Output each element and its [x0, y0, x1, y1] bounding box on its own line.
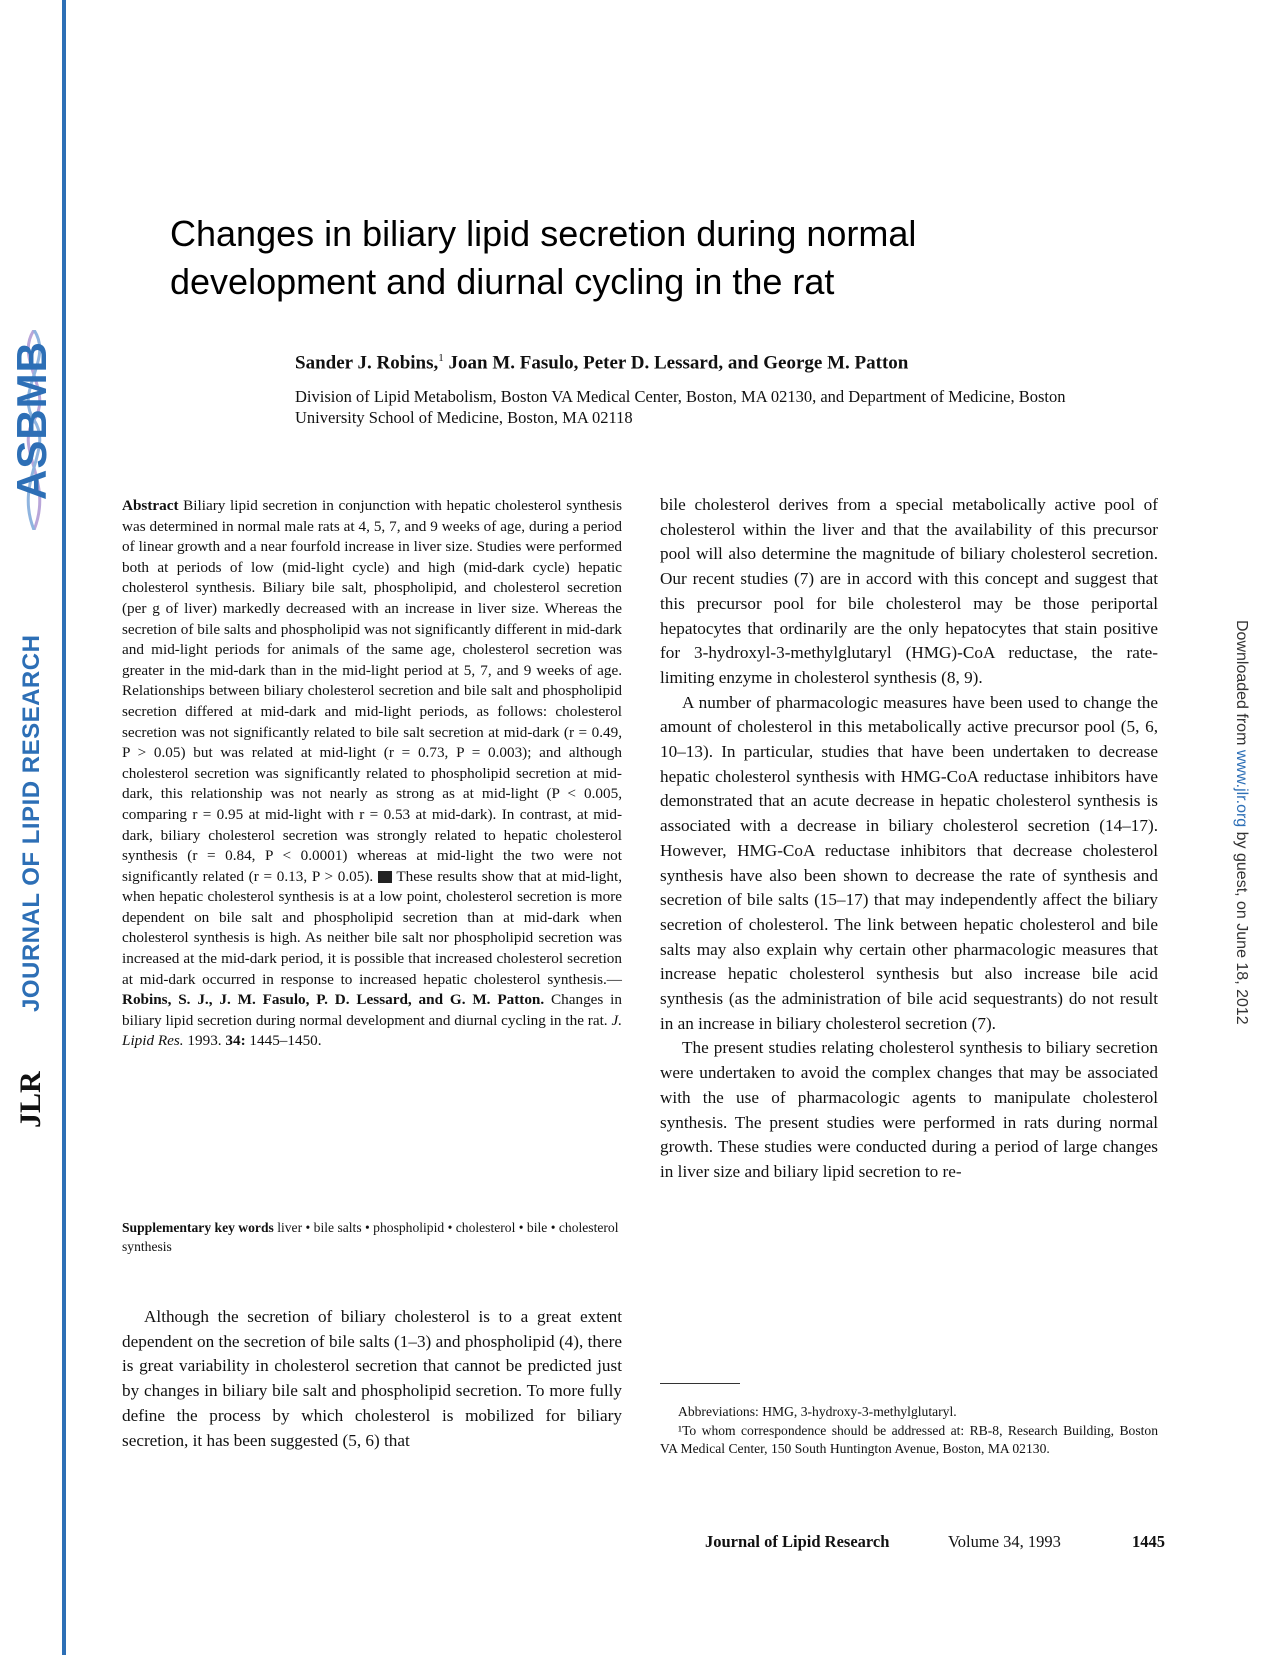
page-footer	[705, 1532, 1165, 1552]
download-prefix: Downloaded from	[1233, 620, 1250, 750]
footnote-rule	[660, 1383, 740, 1384]
download-link[interactable]: www.jlr.org	[1233, 749, 1250, 828]
abstract-body-2: These results show that at mid-light, when hepatic cholesterol synthesis is at a low point, cholesterol secretion is more dependent on bile salt and phospholipid secretion than at mid-dark when cholesterol synthesis is high. As neither bile salt nor phospholipid secretion was increased at the mid-dark period, it is possible that increased cholesterol secretion at mid-dark occurred in response to increased hepatic cholesterol synthesis.—	[122, 867, 622, 988]
society-logo: ASBMB	[8, 341, 55, 500]
page-number: 1445	[1132, 1532, 1165, 1551]
citation-year: 1993.	[183, 1032, 226, 1050]
affiliation: Division of Lipid Metabolism, Boston VA Medical Center, Boston, MA 02130, and Department of Medicine, Boston University School of Medicine, Boston, MA 02118	[295, 387, 1066, 427]
citation-authors: Robins, S. J., J. M. Fasulo, P. D. Lessard, and G. M. Patton.	[122, 991, 545, 1009]
key-words	[122, 1218, 622, 1256]
author-first: Sander J. Robins,	[295, 352, 439, 374]
key-words-list: liver • bile salts • phospholipid • cholesterol • bile • cholesterol synthesis	[122, 1220, 619, 1254]
author-list	[295, 352, 1195, 374]
footnote-abbreviations: Abbreviations: HMG, 3-hydroxy-3-methylglutaryl.	[678, 1404, 957, 1419]
citation-pages: 1445–1450.	[245, 1032, 322, 1050]
footer-volume: Volume 34, 1993	[948, 1532, 1061, 1551]
right-paragraph-2: A number of pharmacologic measures have been used to change the amount of cholesterol in this metabolically active precursor pool (5, 6, 10–13). In particular, studies that have been undertaken to decrease hepatic cholesterol synthesis with HMG-CoA reductase inhibitors have demonstrated that an acute decrease in hepatic cholesterol synthesis is associated with a decrease in biliary cholesterol secretion (14–17). However, HMG-CoA reductase inhibitors that decrease cholesterol synthesis have also been shown to decrease the rate of synthesis and secretion of bile salts (15–17) that may independently affect the biliary secretion of cholesterol. The link between hepatic cholesterol and bile salts may also explain why certain other pharmacologic measures that increase hepatic cholesterol synthesis but also increase bile acid synthesis (as the administration of bile acid sequestrants) do not result in an increase in biliary cholesterol secretion (7).	[660, 692, 1158, 1033]
abstract	[122, 496, 622, 1052]
jlr-logo-icon: JLR	[14, 1071, 47, 1128]
title-line-2: development and diurnal cycling in the rat	[170, 261, 835, 302]
title-line-1: Changes in biliary lipid secretion during normal	[170, 213, 917, 254]
right-column	[660, 493, 1158, 1185]
author-rest: Joan M. Fasulo, Peter D. Lessard, and George M. Patton	[443, 352, 909, 374]
abstract-body: Biliary lipid secretion in conjunction with hepatic cholesterol synthesis was determined in normal male rats at 4, 5, 7, and 9 weeks of age, during a period of linear growth and a near fourfold increase in liver size. Studies were performed both at periods of low (mid-light cycle) and high (mid-dark cycle) hepatic cholesterol synthesis. Biliary bile salt, phospholipid, and cholesterol secretion (per g of liver) markedly decreased with an increase in liver size. Whereas the secretion of bile salts and phospholipid was not significantly different in mid-dark and mid-light periods for animals of the same age, cholesterol secretion was greater in the mid-dark than in the mid-light period at 5, 7, and 9 weeks of age. Relationships between biliary cholesterol secretion and bile salt and phospholipid secretion differed at mid-dark and mid-light periods, as follows: cholesterol secretion was not significantly related to bile salt secretion at mid-dark (r = 0.49, P > 0.05) but was related at mid-light (r = 0.73, P = 0.003); and although cholesterol secretion was significantly related to phospholipid secretion at mid-dark, this relationship was not nearly as strong as at mid-light (P < 0.005, comparing r = 0.95 at mid-light with r = 0.53 at mid-dark). In contrast, at mid-dark, biliary cholesterol secretion was strongly related to hepatic cholesterol synthesis (r = 0.84, P < 0.0001) whereas at mid-light the two were not significantly related (r = 0.13, P > 0.05).	[122, 497, 622, 885]
footnotes	[660, 1403, 1158, 1459]
citation-title: Changes in biliary lipid secretion during normal development and diurnal cycling in the rat.	[122, 991, 622, 1029]
citation-volume: 34:	[225, 1032, 246, 1050]
left-banner-rule	[62, 0, 66, 1655]
right-paragraph-1: bile cholesterol derives from a special metabolically active pool of cholesterol within the liver and that the availability of this precursor pool will also determine the magnitude of biliary cholesterol secretion. Our recent studies (7) are in accord with this concept and suggest that this precursor pool for bile cholesterol may be those periportal hepatocytes that ordinarily are the only hepatocytes that stain positive for 3-hydroxyl-3-methylglutaryl (HMG)-CoA reductase, the rate-limiting enzyme in cholesterol synthesis (8, 9).	[660, 495, 1158, 687]
right-paragraph-3: The present studies relating cholesterol synthesis to biliary secretion were undertaken to avoid the complex changes that may be associated with the use of pharmacologic agents to manipulate cholesterol synthesis. The present studies were performed in rats during normal growth. These studies were conducted during a period of large changes in liver size and biliary lipid secretion to re-	[660, 1038, 1158, 1181]
download-note	[1232, 620, 1250, 1025]
footnote-correspondence: ¹To whom correspondence should be addressed at: RB-8, Research Building, Boston VA Medical Center, 150 South Huntington Avenue, Boston, MA 02130.	[660, 1422, 1158, 1456]
citation-journal: J. Lipid Res.	[122, 1011, 622, 1050]
author-footnote-mark: 1	[438, 352, 444, 364]
journal-banner: JOURNAL OF LIPID RESEARCH	[18, 634, 45, 1012]
key-words-label: Supplementary key words	[122, 1220, 274, 1235]
article-title	[170, 210, 1130, 306]
jlr-mark-icon	[378, 871, 392, 883]
introduction-paragraph: Although the secretion of biliary cholesterol is to a great extent dependent on the secretion of bile salts (1–3) and phospholipid (4), there is great variability in cholesterol secretion that cannot be predicted just by changes in biliary bile salt and phospholipid secretion. To more fully define the process by which cholesterol is mobilized for biliary secretion, it has been suggested (5, 6) that	[122, 1307, 622, 1450]
abstract-heading: Abstract	[122, 497, 179, 514]
download-suffix: by guest, on June 18, 2012	[1233, 827, 1250, 1025]
footer-journal: Journal of Lipid Research	[705, 1532, 890, 1551]
